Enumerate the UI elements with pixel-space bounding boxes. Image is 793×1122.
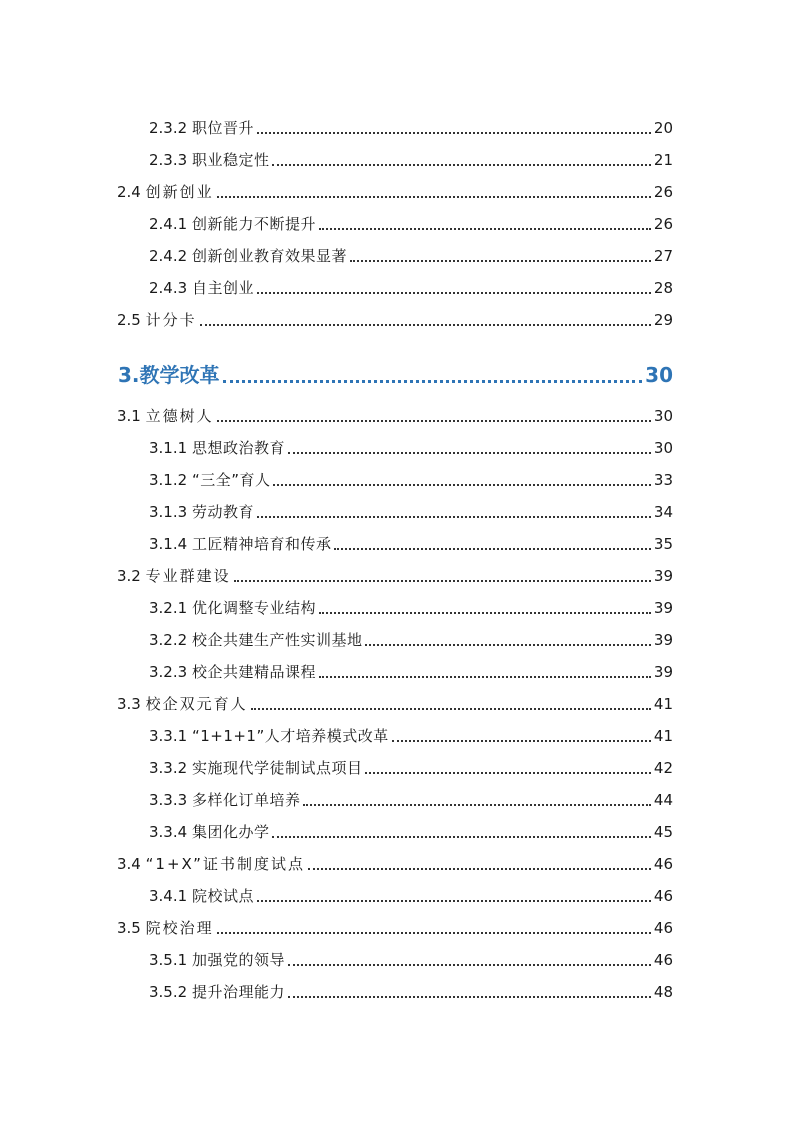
toc-page-number: 46 — [653, 951, 673, 969]
toc-entry-title: “1+X”证书制度试点 — [145, 855, 305, 873]
toc-entry-number: 3.1.1 — [149, 439, 192, 457]
toc-entry[interactable] — [0, 562, 793, 586]
toc-entry-number: 3.5 — [117, 919, 146, 937]
toc-page-number: 41 — [653, 727, 673, 745]
toc-entry[interactable] — [0, 402, 793, 426]
toc-dot-leader — [234, 580, 651, 582]
toc-entry-number: 2.5 — [117, 311, 146, 329]
toc-page-number: 45 — [653, 823, 673, 841]
toc-dot-leader — [319, 676, 651, 678]
toc-entry-title: 校企双元育人 — [145, 695, 248, 713]
toc-entry-number: 3.2.3 — [149, 663, 192, 681]
toc-dot-leader — [350, 260, 651, 262]
toc-entry-title: 多样化订单培养 — [191, 791, 301, 809]
toc-entry[interactable] — [0, 850, 793, 874]
toc-entry-title: 职位晋升 — [191, 119, 254, 137]
toc-entry-title: 专业群建设 — [145, 567, 231, 585]
toc-page-number: 27 — [653, 247, 673, 265]
toc-entry-number: 3.4.1 — [149, 887, 192, 905]
toc-page-number: 44 — [653, 791, 673, 809]
toc-entry[interactable] — [0, 242, 793, 266]
toc-page-number: 33 — [653, 471, 673, 489]
toc-entry-title: 立德树人 — [145, 407, 214, 425]
toc-entry-number: 3.2.2 — [149, 631, 192, 649]
toc-entry-number: 3.3.4 — [149, 823, 192, 841]
toc-chapter-entry[interactable] — [0, 358, 793, 388]
toc-entry[interactable] — [0, 114, 793, 138]
toc-dot-leader — [334, 548, 650, 550]
toc-entry-number: 3.1 — [117, 407, 146, 425]
toc-page-number: 39 — [653, 567, 673, 585]
toc-entry-title: 校企共建精品课程 — [191, 663, 316, 681]
toc-dot-leader — [392, 740, 651, 742]
toc-entry[interactable] — [0, 466, 793, 490]
toc-entry-title: 实施现代学徒制试点项目 — [191, 759, 363, 777]
toc-dot-leader — [217, 932, 651, 934]
toc-entry[interactable] — [0, 978, 793, 1002]
toc-dot-leader — [319, 228, 651, 230]
toc-entry[interactable] — [0, 914, 793, 938]
toc-dot-leader — [223, 380, 643, 383]
toc-dot-leader — [303, 804, 650, 806]
toc-dot-leader — [288, 452, 651, 454]
toc-dot-leader — [257, 900, 651, 902]
toc-page-number: 39 — [653, 631, 673, 649]
toc-dot-leader — [257, 292, 651, 294]
toc-entry-title: 集团化办学 — [191, 823, 270, 841]
toc-entry-number: 2.4.3 — [149, 279, 192, 297]
toc-entry-title: 创新创业教育效果显著 — [191, 247, 347, 265]
toc-entry[interactable] — [0, 146, 793, 170]
toc-entry-number: 3.2.1 — [149, 599, 192, 617]
toc-entry-title: 职业稳定性 — [191, 151, 270, 169]
toc-entry[interactable] — [0, 626, 793, 650]
toc-entry[interactable] — [0, 818, 793, 842]
toc-dot-leader — [200, 324, 651, 326]
toc-dot-leader — [365, 772, 650, 774]
toc-dot-leader — [251, 708, 651, 710]
toc-entry[interactable] — [0, 754, 793, 778]
toc-page-number: 46 — [653, 887, 673, 905]
toc-entry-title: 计分卡 — [145, 311, 197, 329]
toc-dot-leader — [273, 484, 650, 486]
toc-page-number: 39 — [653, 663, 673, 681]
toc-entry-number: 3.3 — [117, 695, 146, 713]
toc-entry-title: 自主创业 — [191, 279, 254, 297]
toc-entry-number: 3.1.3 — [149, 503, 192, 521]
toc-entry[interactable] — [0, 594, 793, 618]
toc-page-number: 30 — [653, 407, 673, 425]
toc-entry-title: 院校试点 — [191, 887, 254, 905]
toc-entry-title: 劳动教育 — [191, 503, 254, 521]
toc-entry-number: 3.3.2 — [149, 759, 192, 777]
toc-entry-number: 2.4.1 — [149, 215, 192, 233]
toc-dot-leader — [319, 612, 651, 614]
toc-page-number: 30 — [645, 363, 673, 387]
toc-entry-number: 2.4 — [117, 183, 146, 201]
toc-page-number: 21 — [653, 151, 673, 169]
toc-dot-leader — [217, 420, 651, 422]
toc-entry-number: 3.2 — [117, 567, 146, 585]
toc-entry-title: 创新创业 — [145, 183, 214, 201]
toc-page-number: 30 — [653, 439, 673, 457]
toc-chapter-number: 3. — [118, 363, 140, 387]
toc-entry[interactable] — [0, 690, 793, 714]
toc-dot-leader — [288, 964, 651, 966]
toc-entry-number: 2.3.3 — [149, 151, 192, 169]
toc-entry-title: 工匠精神培育和传承 — [191, 535, 332, 553]
toc-entry-title: 思想政治教育 — [191, 439, 285, 457]
toc-entry-title: 创新能力不断提升 — [191, 215, 316, 233]
toc-entry[interactable] — [0, 882, 793, 906]
toc-page-number: 20 — [653, 119, 673, 137]
toc-dot-leader — [365, 644, 650, 646]
toc-page-number: 26 — [653, 215, 673, 233]
toc-page-number: 34 — [653, 503, 673, 521]
toc-page-number: 35 — [653, 535, 673, 553]
toc-entry-number: 2.4.2 — [149, 247, 192, 265]
toc-dot-leader — [257, 132, 651, 134]
toc-entry-title: 提升治理能力 — [191, 983, 285, 1001]
toc-entry-title: “1+1+1”人才培养模式改革 — [191, 727, 389, 745]
toc-entry-title: 院校治理 — [145, 919, 214, 937]
toc-page-number: 41 — [653, 695, 673, 713]
toc-entry[interactable] — [0, 722, 793, 746]
toc-dot-leader — [272, 164, 650, 166]
toc-dot-leader — [217, 196, 651, 198]
toc-entry[interactable] — [0, 658, 793, 682]
toc-entry-number: 3.1.4 — [149, 535, 192, 553]
toc-entry-title: 优化调整专业结构 — [191, 599, 316, 617]
toc-entry[interactable] — [0, 306, 793, 330]
toc-page-number: 46 — [653, 919, 673, 937]
toc-entry-number: 3.1.2 — [149, 471, 192, 489]
toc-entry[interactable] — [0, 178, 793, 202]
toc-dot-leader — [288, 996, 651, 998]
toc-entry-title: 校企共建生产性实训基地 — [191, 631, 363, 649]
toc-entry-number: 3.3.3 — [149, 791, 192, 809]
toc-entry[interactable] — [0, 434, 793, 458]
toc-page-number: 48 — [653, 983, 673, 1001]
toc-dot-leader — [272, 836, 650, 838]
toc-entry[interactable] — [0, 274, 793, 298]
toc-entry-title: “三全”育人 — [191, 471, 271, 489]
toc-entry[interactable] — [0, 210, 793, 234]
toc-page-number: 26 — [653, 183, 673, 201]
toc-page-number: 46 — [653, 855, 673, 873]
toc-entry[interactable] — [0, 946, 793, 970]
toc-chapter-title: 教学改革 — [139, 363, 220, 387]
toc-entry-number: 3.3.1 — [149, 727, 192, 745]
toc-entry-number: 3.4 — [117, 855, 146, 873]
toc-dot-leader — [257, 516, 651, 518]
toc-page-number: 42 — [653, 759, 673, 777]
toc-entry-number: 3.5.2 — [149, 983, 192, 1001]
toc-entry-title: 加强党的领导 — [191, 951, 285, 969]
toc-entry-number: 2.3.2 — [149, 119, 192, 137]
toc-dot-leader — [308, 868, 651, 870]
toc-entry[interactable] — [0, 786, 793, 810]
toc-entry[interactable] — [0, 498, 793, 522]
toc-entry-number: 3.5.1 — [149, 951, 192, 969]
toc-page-number: 29 — [653, 311, 673, 329]
toc-entry[interactable] — [0, 530, 793, 554]
toc-page-number: 28 — [653, 279, 673, 297]
toc-page-number: 39 — [653, 599, 673, 617]
